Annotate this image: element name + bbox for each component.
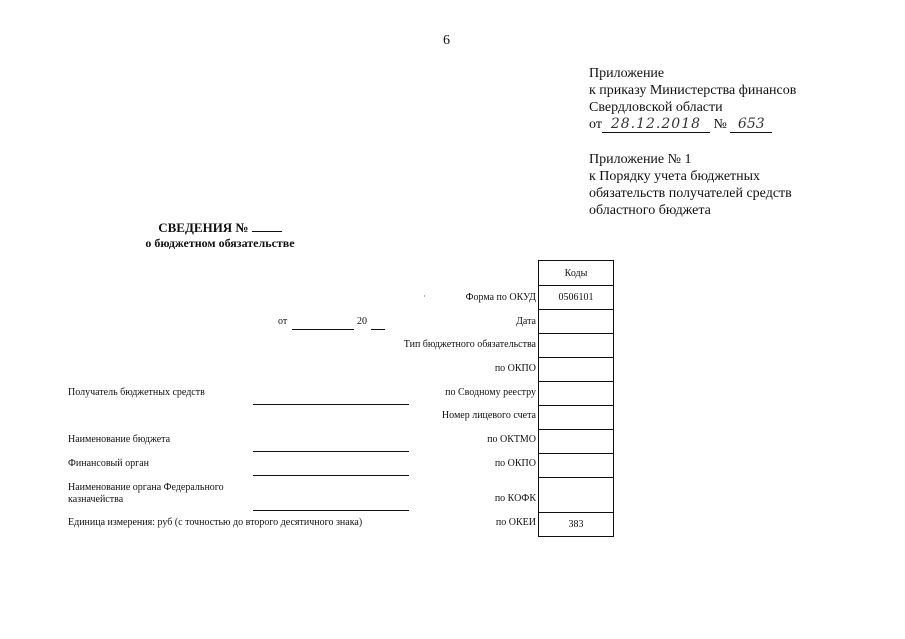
order-date-line [589,116,796,133]
number-prefix: № [713,117,727,132]
okpo-finance-label: по ОКПО [494,458,536,469]
code-cell-date [539,310,614,334]
unit-label: Единица измерения: руб (с точностью до второго десятичного знака) [68,517,363,528]
codes-header: Коды [539,261,614,286]
form-subtitle: о бюджетном обязательстве [145,236,295,250]
consolidated-registry-label: по Сводному реестру [445,387,536,398]
date-label: Дата [516,316,536,327]
day-month-blank [292,329,354,330]
appendix-line: Приложение [589,66,665,81]
date-from-label: от [278,316,288,327]
code-cell-okud: 0506101 [539,286,614,310]
finance-body-label: Финансовый орган [68,458,150,469]
code-cell-account [539,406,614,430]
code-cell-obligation-type [539,334,614,358]
appendix-line: к Порядку учета бюджетных [589,169,761,184]
appendix-procedure-block [589,151,792,219]
year-prefix: 20 [357,316,367,327]
code-cell-okpo-finance [539,454,614,478]
account-number-label: Номер лицевого счета [441,410,536,421]
title-number-blank [252,220,282,232]
appendix-line: Приложение № 1 [589,152,692,167]
code-cell-registry [539,382,614,406]
okpo-label: по ОКПО [494,363,536,374]
appendix-line: к приказу Министерства финансов [589,83,797,98]
code-cell-kofk [539,478,614,513]
appendix-line: Свердловской области [589,100,723,115]
recipient-blank [253,404,409,405]
scan-dot: · [423,292,426,301]
obligation-type-label: Тип бюджетного обязательства [403,339,536,350]
treasury-label: Наименование органа Федерального казначейства [68,482,224,505]
oktmo-label: по ОКТМО [487,434,536,445]
handwritten-date: 28.12.2018 [602,117,710,133]
treasury-blank [253,510,409,511]
form-title: СВЕДЕНИЯ № [120,220,320,236]
codes-table [538,260,614,537]
year-blank [371,329,385,330]
finance-body-blank [253,475,409,476]
recipient-label: Получатель бюджетных средств [68,387,205,398]
kofk-label: по КОФК [494,493,536,504]
appendix-line: обязательств получателей средств [589,186,792,201]
page-number: 6 [443,33,450,48]
budget-name-label: Наименование бюджета [68,434,171,445]
date-prefix: от [589,117,602,132]
appendix-order-block [589,65,796,133]
okei-label: по ОКЕИ [495,517,536,528]
handwritten-number: 653 [730,117,772,133]
okud-label: Форма по ОКУД [465,292,536,303]
code-cell-okpo [539,358,614,382]
code-cell-oktmo [539,430,614,454]
code-cell-okei: 383 [539,513,614,537]
appendix-line: областного бюджета [589,203,711,218]
budget-name-blank [253,451,409,452]
